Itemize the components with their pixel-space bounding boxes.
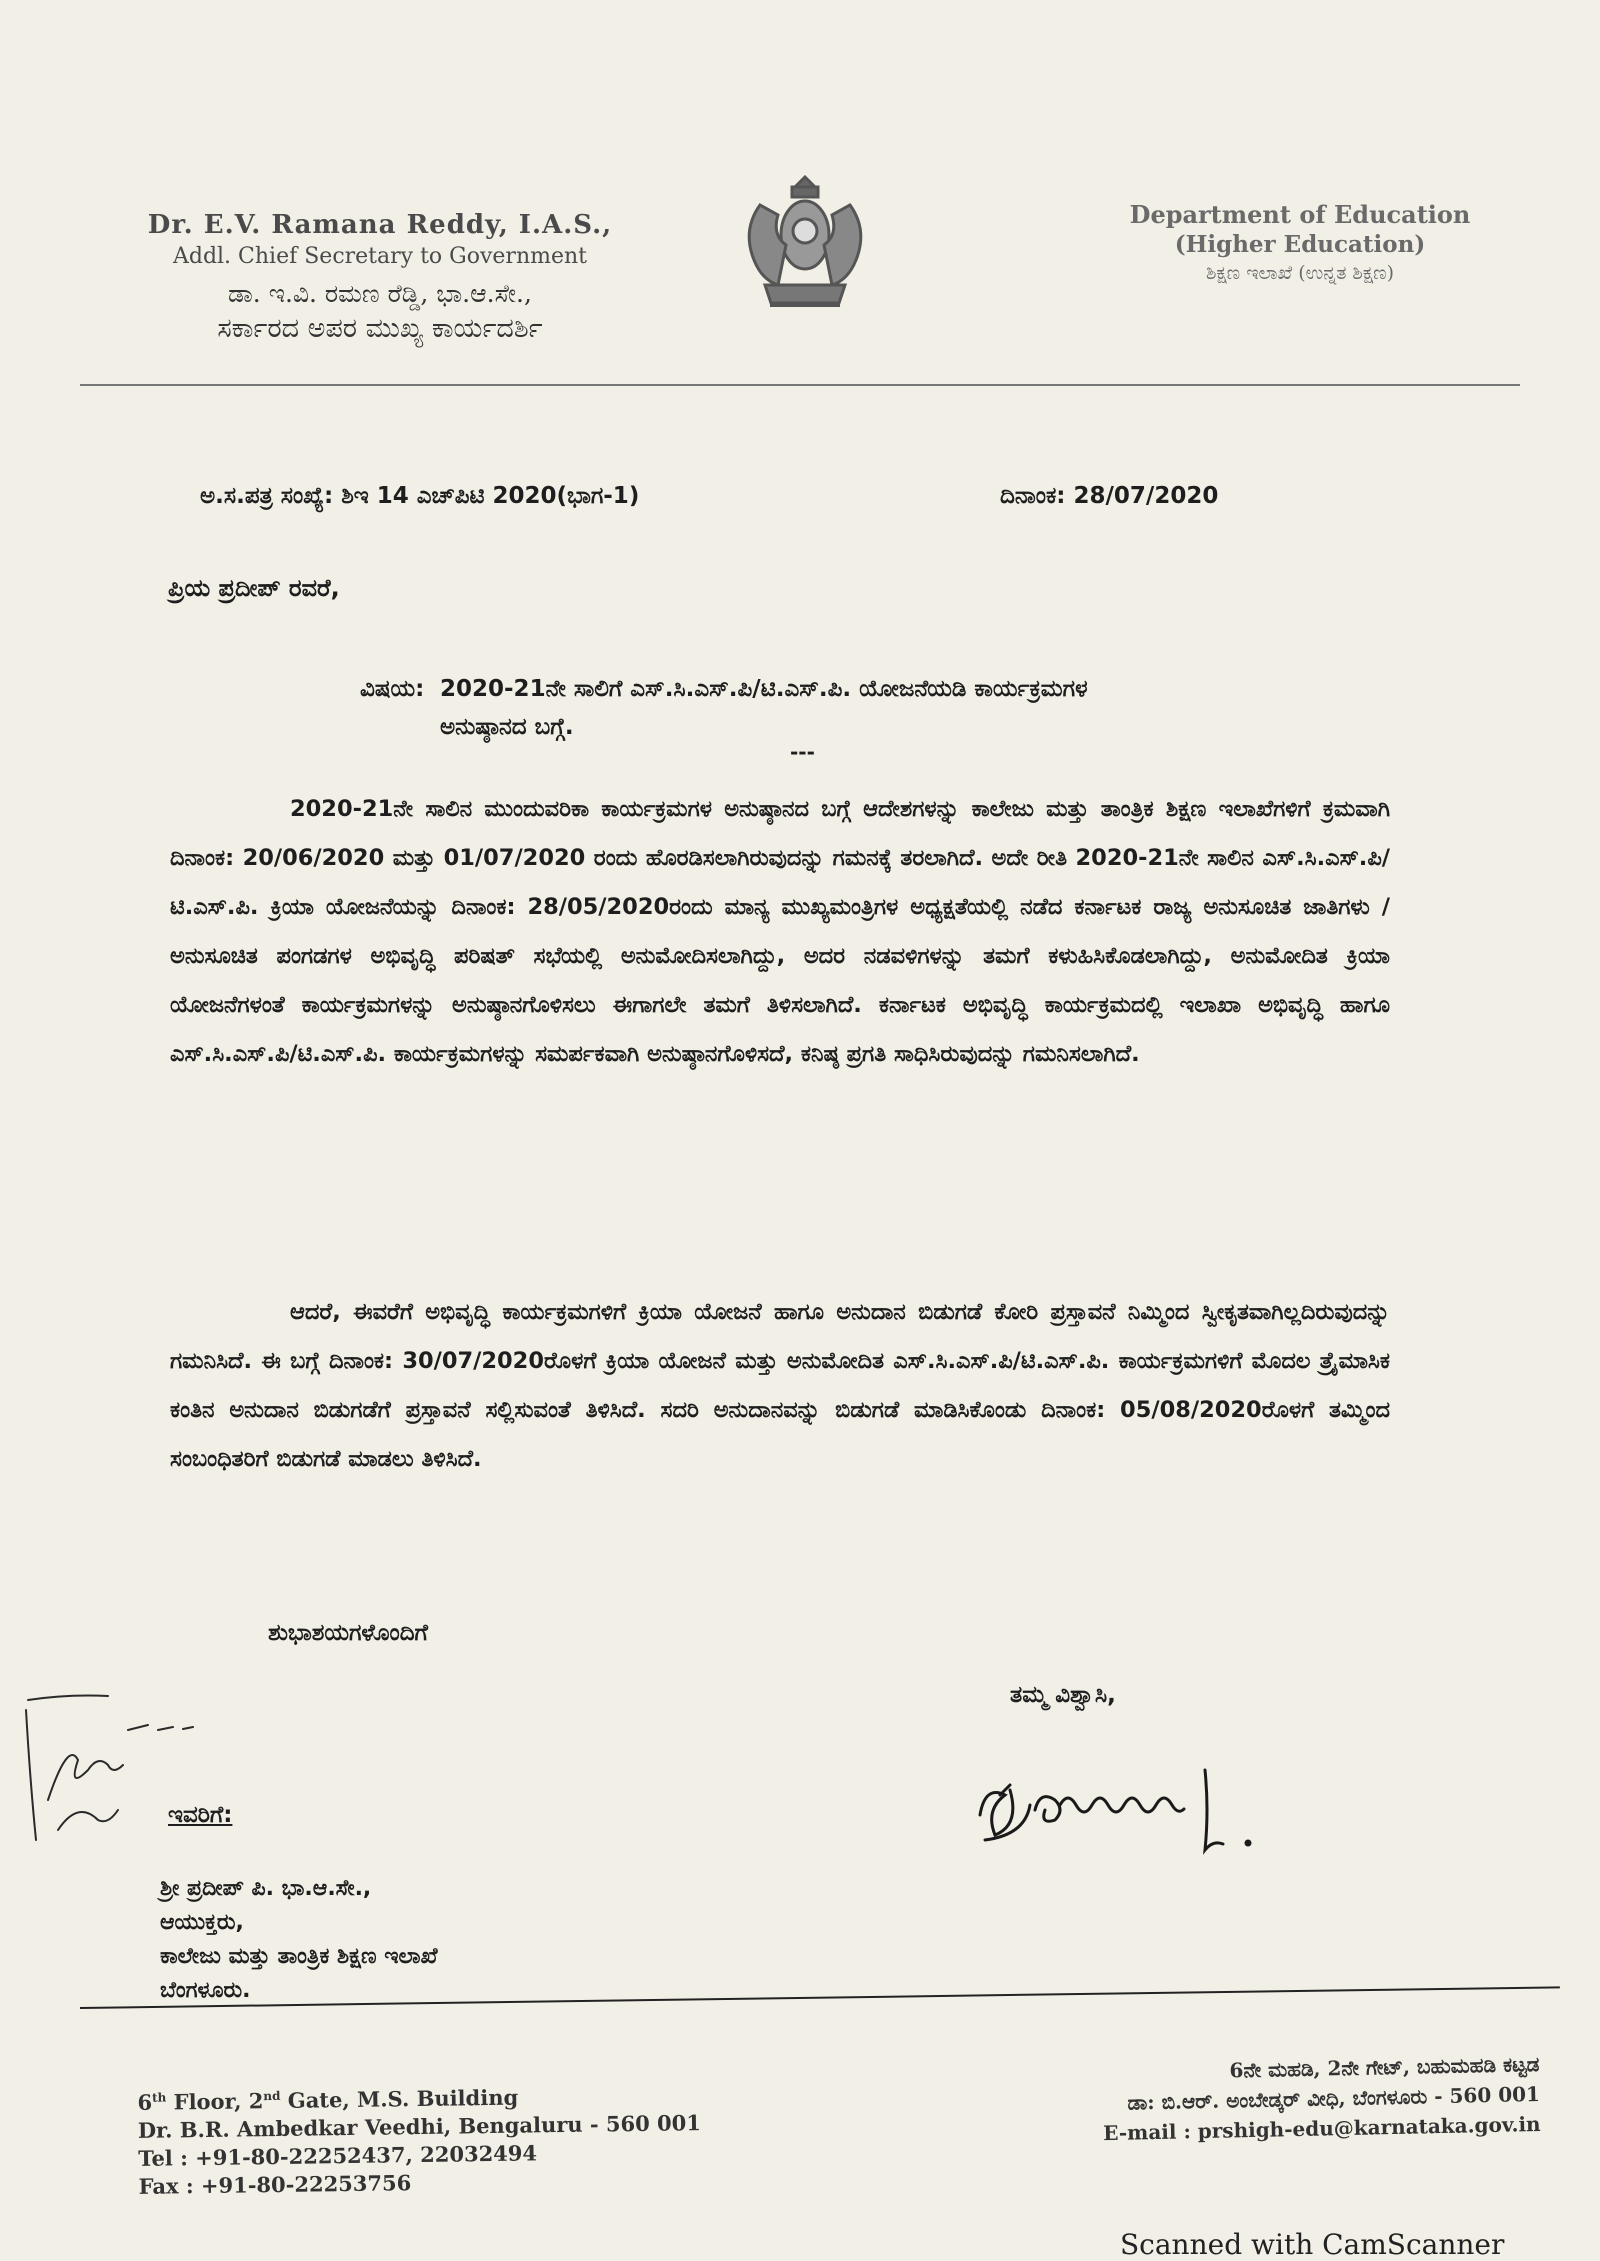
subject-text-line1: 2020-21ನೇ ಸಾಲಿಗೆ ಎಸ್.ಸಿ.ಎಸ್.ಪಿ/ಟಿ.ಎಸ್.ಪಿ. ಯೋಜನೆಯಡಿ ಕಾರ್ಯಕ್ರಮಗಳ — [440, 676, 1088, 702]
footer-kannada-line2: ಡಾ: ಬಿ.ಆರ್. ಅಂಬೇಡ್ಕರ್ ವೀಧಿ, ಬೆಂಗಳೂರು - 560 001 — [1127, 2081, 1541, 2115]
subject-separator: --- — [790, 740, 815, 764]
subject-label: ವಿಷಯ: — [360, 676, 425, 702]
footer-telephone: Tel : +91-80-22252437, 22032494 — [138, 2140, 538, 2171]
footer-address-english — [137, 2076, 702, 2201]
closing-yours: ತಮ್ಮ ವಿಶ್ವಾಸಿ, — [1010, 1682, 1116, 1708]
footer-address-kannada — [959, 2049, 1541, 2151]
department-subtitle: (Higher Education) — [1174, 231, 1426, 258]
footer-email: E-mail : prshigh-edu@karnataka.gov.in — [1103, 2111, 1541, 2146]
officer-designation-kannada: ಸರ್ಕಾರದ ಅಪರ ಮುಖ್ಯ ಕಾರ್ಯದರ್ಶಿ — [217, 313, 543, 344]
closing-greeting: ಶುಭಾಶಯಗಳೊಂದಿಗೆ — [268, 1620, 428, 1646]
recipient-name: ಶ್ರೀ ಪ್ರದೀಪ್ ಪಿ. ಭಾ.ಆ.ಸೇ., — [160, 1876, 372, 1901]
recipient-address — [160, 1872, 437, 2008]
footer-fax: Fax : +91-80-22253756 — [138, 2170, 412, 2199]
body-paragraph-2: ಆದರೆ, ಈವರೆಗೆ ಅಭಿವೃದ್ಧಿ ಕಾರ್ಯಕ್ರಮಗಳಿಗೆ ಕ್ರಿಯಾ ಯೋಜನೆ ಹಾಗೂ ಅನುದಾನ ಬಿಡುಗಡೆ ಕೋರಿ ಪ್ರಸ್ತಾವನೆ ನಿಮ್ಮಿಂದ ಸ್ವೀಕೃತವಾಗಿಲ್ಲದಿರುವುದನ್ನು ಗಮನಿಸಿದೆ. ಈ ಬಗ್ಗೆ ದಿನಾಂಕ: 30/07/2020ರೊಳಗೆ ಕ್ರಿಯಾ ಯೋಜನೆ ಮತ್ತು ಅನುಮೋದಿತ ಎಸ್.ಸಿ.ಎಸ್.ಪಿ/ಟಿ.ಎಸ್.ಪಿ. ಕಾರ್ಯಕ್ರಮಗಳಿಗೆ ಮೊದಲ ತ್ರೈಮಾಸಿಕ ಕಂತಿನ ಅನುದಾನ ಬಿಡುಗಡೆಗೆ ಪ್ರಸ್ತಾವನೆ ಸಲ್ಲಿಸುವಂತೆ ತಿಳಿಸಿದೆ. ಸದರಿ ಅನುದಾನವನ್ನು ಬಿಡುಗಡೆ ಮಾಡಿಸಿಕೊಂಡು ದಿನಾಂಕ: 05/08/2020ರೊಳಗೆ ತಮ್ಮಿಂದ ಸಂಬಂಧಿತರಿಗೆ ಬಿಡುಗಡೆ ಮಾಡಲು ತಿಳಿಸಿದೆ. — [170, 1299, 1390, 1472]
scanner-watermark: Scanned with CamScanner — [1120, 2228, 1505, 2261]
recipient-label: ಇವರಿಗೆ: — [168, 1802, 233, 1828]
subject-line — [360, 670, 1320, 746]
department-name: Department of Education — [1129, 200, 1471, 229]
department-name-kannada: ಶಿಕ್ಷಣ ಇಲಾಖೆ (ಉನ್ನತ ಶಿಕ್ಷಣ) — [1205, 262, 1395, 284]
signature-icon — [960, 1725, 1290, 1885]
header-divider — [80, 384, 1520, 386]
state-emblem-icon — [730, 165, 880, 315]
recipient-designation: ಆಯುಕ್ತರು, — [160, 1910, 244, 1935]
officer-block — [120, 210, 640, 345]
reference-number: ಅ.ಸ.ಪತ್ರ ಸಂಖ್ಯೆ: ಶಿಇ 14 ಎಚ್‌ಪಿಟಿ 2020(ಭಾಗ-1) — [200, 483, 640, 509]
officer-name-kannada: ಡಾ. ಇ.ವಿ. ರಮಣ ರೆಡ್ಡಿ, ಭಾ.ಆ.ಸೇ., — [228, 279, 532, 308]
recipient-city: ಬೆಂಗಳೂರು. — [160, 1978, 251, 2003]
salutation: ಪ್ರಿಯ ಪ್ರದೀಪ್ ರವರೆ, — [168, 574, 340, 602]
footer-kannada-line1: 6ನೇ ಮಹಡಿ, 2ನೇ ಗೇಟ್, ಬಹುಮಹಡಿ ಕಟ್ಟಡ — [1229, 2051, 1540, 2083]
recipient-department: ಕಾಲೇಜು ಮತ್ತು ತಾಂತ್ರಿಕ ಶಿಕ್ಷಣ ಇಲಾಖೆ — [160, 1944, 438, 1969]
body-paragraph-1: 2020-21ನೇ ಸಾಲಿನ ಮುಂದುವರಿಕಾ ಕಾರ್ಯಕ್ರಮಗಳ ಅನುಷ್ಠಾನದ ಬಗ್ಗೆ ಆದೇಶಗಳನ್ನು ಕಾಲೇಜು ಮತ್ತು ತಾಂತ್ರಿಕ ಶಿಕ್ಷಣ ಇಲಾಖೆಗಳಿಗೆ ಕ್ರಮವಾಗಿ ದಿನಾಂಕ: 20/06/2020 ಮತ್ತು 01/07/2020 ರಂದು ಹೊರಡಿಸಲಾಗಿರುವುದನ್ನು ಗಮನಕ್ಕೆ ತರಲಾಗಿದೆ. ಅದೇ ರೀತಿ 2020-21ನೇ ಸಾಲಿನ ಎಸ್.ಸಿ.ಎಸ್.ಪಿ/ಟಿ.ಎಸ್.ಪಿ. ಕ್ರಿಯಾ ಯೋಜನೆಯನ್ನು ದಿನಾಂಕ: 28/05/2020ರಂದು ಮಾನ್ಯ ಮುಖ್ಯಮಂತ್ರಿಗಳ ಅಧ್ಯಕ್ಷತೆಯಲ್ಲಿ ನಡೆದ ಕರ್ನಾಟಕ ರಾಜ್ಯ ಅನುಸೂಚಿತ ಜಾತಿಗಳು / ಅನುಸೂಚಿತ ಪಂಗಡಗಳ ಅಭಿವೃದ್ಧಿ ಪರಿಷತ್ ಸಭೆಯಲ್ಲಿ ಅನುಮೋದಿಸಲಾಗಿದ್ದು, ಅದರ ನಡವಳಿಗಳನ್ನು ತಮಗೆ ಕಳುಹಿಸಿಕೊಡಲಾಗಿದ್ದು, ಅನುಮೋದಿತ ಕ್ರಿಯಾ ಯೋಜನೆಗಳಂತೆ ಕಾರ್ಯಕ್ರಮಗಳನ್ನು ಅನುಷ್ಠಾನಗೊಳಿಸಲು ಈಗಾಗಲೇ ತಮಗೆ ತಿಳಿಸಲಾಗಿದೆ. ಕರ್ನಾಟಕ ಅಭಿವೃದ್ಧಿ ಕಾರ್ಯಕ್ರಮದಲ್ಲಿ ಇಲಾಖಾ ಅಭಿವೃದ್ಧಿ ಹಾಗೂ ಎಸ್.ಸಿ.ಎಸ್.ಪಿ/ಟಿ.ಎಸ್.ಪಿ. ಕಾರ್ಯಕ್ರಮಗಳನ್ನು ಸಮರ್ಪಕವಾಗಿ ಅನುಷ್ಠಾನಗೊಳಿಸದೆ, ಕನಿಷ್ಠ ಪ್ರಗತಿ ಸಾಧಿಸಿರುವುದನ್ನು ಗಮನಿಸಲಾಗಿದೆ. — [170, 796, 1390, 1067]
subject-text-line2: ಅನುಷ್ಠಾನದ ಬಗ್ಗೆ. — [440, 714, 574, 740]
officer-designation: Addl. Chief Secretary to Government — [172, 244, 588, 269]
footer-street: Dr. B.R. Ambedkar Veedhi, Bengaluru - 560 001 — [137, 2110, 702, 2143]
letter-date: ದಿನಾಂಕ: 28/07/2020 — [1000, 483, 1219, 509]
department-block — [1080, 200, 1520, 284]
officer-name: Dr. E.V. Ramana Reddy, I.A.S., — [147, 210, 613, 240]
footer-floor-line: 6th Floor, 2nd Gate, M.S. Building — [137, 2084, 519, 2115]
